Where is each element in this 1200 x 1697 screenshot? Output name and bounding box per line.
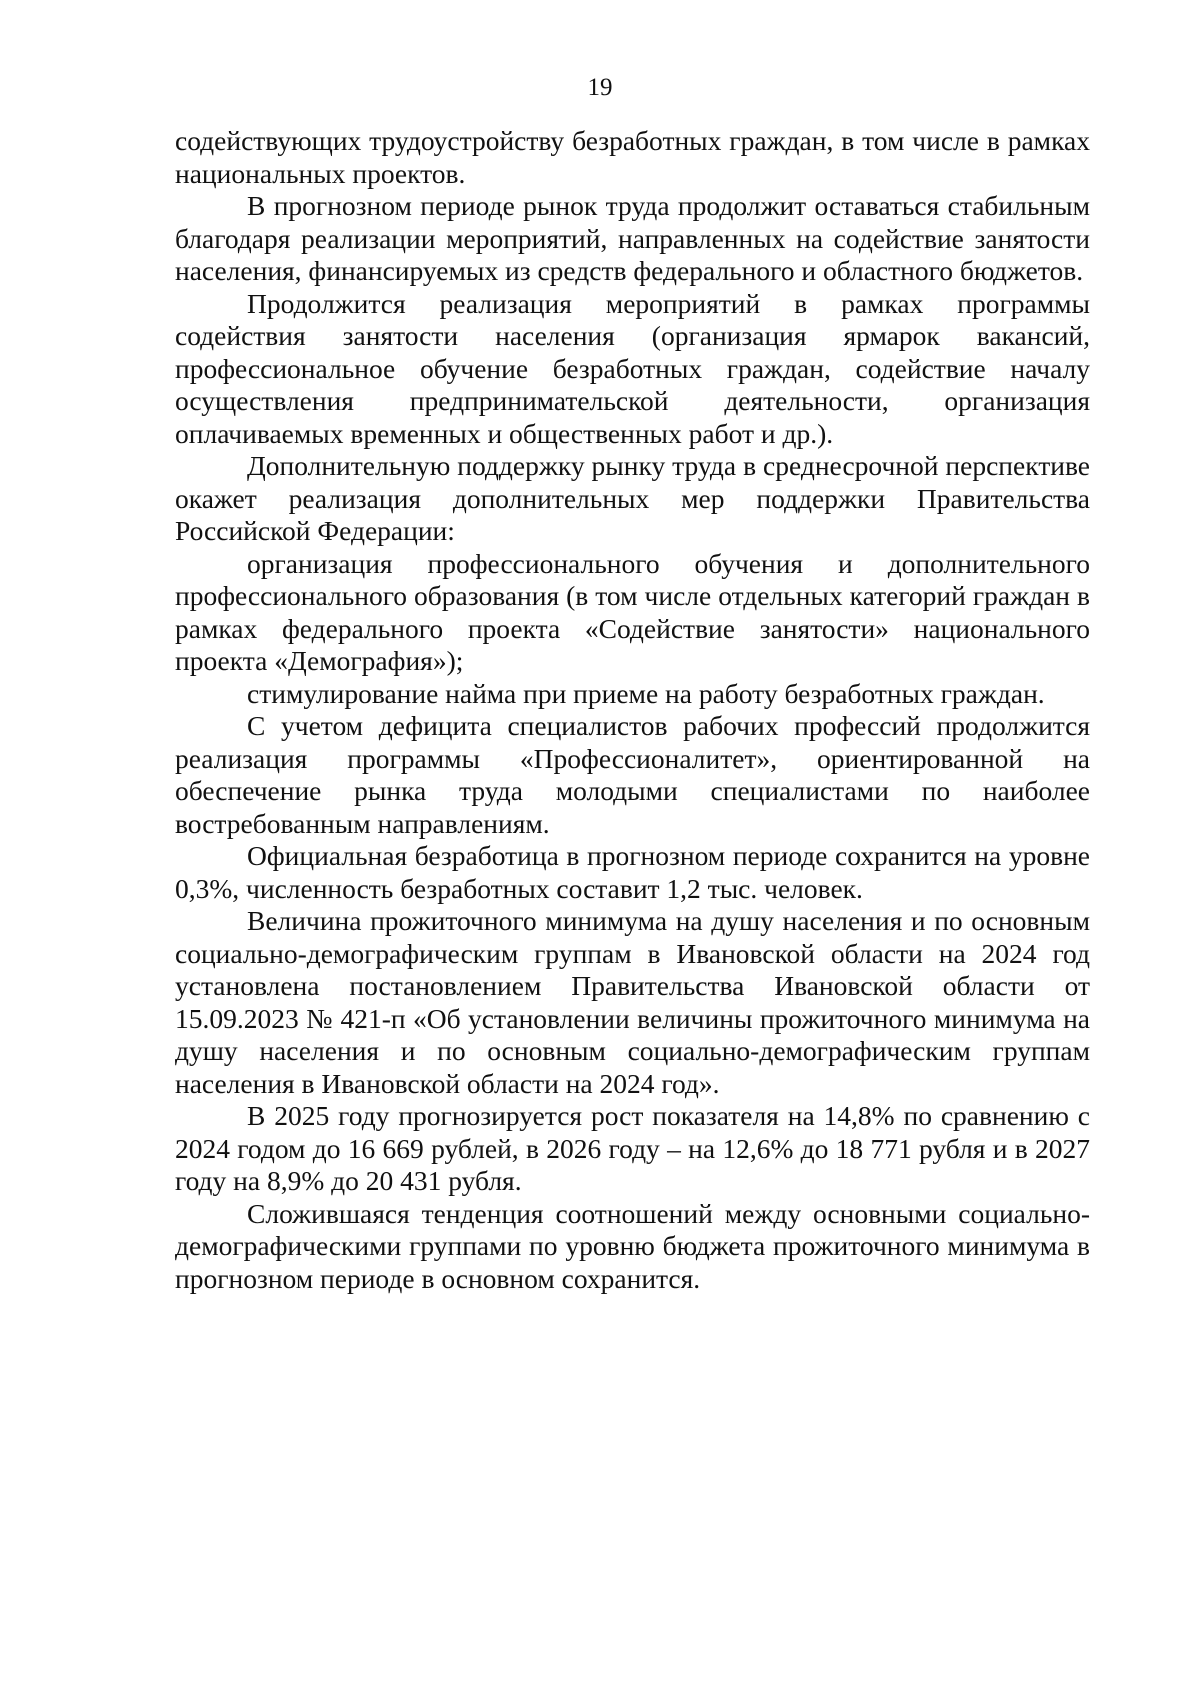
paragraph-continuation: содействующих трудоустройству безработных граждан, в том числе в рамках национальных проектов.: [175, 125, 1090, 189]
paragraph-professionalitet: С учетом дефицита специалистов рабочих профессий продолжится реализация программы «Профессионалитет», ориентированной на обеспечение рынка труда молодыми специалистами по наиболее востребованным направлениям.: [175, 710, 1090, 839]
paragraph-subsistence-forecast: В 2025 году прогнозируется рост показателя на 14,8% по сравнению с 2024 годом до 16 669 рублей, в 2026 году – на 12,6% до 18 771 рубля и в 2027 году на 8,9% до 20 431 рубля.: [175, 1100, 1090, 1196]
page-number: 19: [587, 74, 613, 101]
paragraph-groups-tendency: Сложившаяся тенденция соотношений между основными социально-демографическими группами по уровню бюджета прожиточного минимума в прогнозном периоде в основном сохранится.: [175, 1197, 1090, 1294]
document-body: [175, 125, 1090, 1295]
paragraph-list-item-training: организация профессионального обучения и дополнительного профессионального образования (в том числе отдельных категорий граждан в рамках федерального проекта «Содействие занятости» национального проекта «Демография»);: [175, 547, 1090, 676]
paragraph-labor-market-forecast: В прогнозном периоде рынок труда продолжит оставаться стабильным благодаря реализации мероприятий, направленных на содействие занятости населения, финансируемых из средств федерального и областного бюджетов.: [175, 190, 1090, 286]
paragraph-unemployment: Официальная безработица в прогнозном периоде сохранится на уровне 0,3%, численность безработных составит 1,2 тыс. человек.: [175, 840, 1090, 904]
paragraph-subsistence-minimum: Величина прожиточного минимума на душу населения и по основным социально-демографическим группам в Ивановской области на 2024 год установлена постановлением Правительства Ивановской области от 15.09.2023 № 421-п «Об установлении величины прожиточного минимума на душу населения и по основным социально-демографическим группам населения в Ивановской области на 2024 год».: [175, 905, 1090, 1099]
paragraph-additional-support: Дополнительную поддержку рынку труда в среднесрочной перспективе окажет реализация дополнительных мер поддержки Правительства Российской Федерации:: [175, 450, 1090, 546]
paragraph-employment-program: Продолжится реализация мероприятий в рамках программы содействия занятости населения (организация ярмарок вакансий, профессиональное обучение безработных граждан, содействие началу осуществления предпринимательской деятельности, организация оплачиваемых временных и общественных работ и др.).: [175, 287, 1090, 449]
paragraph-list-item-hiring: стимулирование найма при приеме на работу безработных граждан.: [247, 677, 1045, 709]
